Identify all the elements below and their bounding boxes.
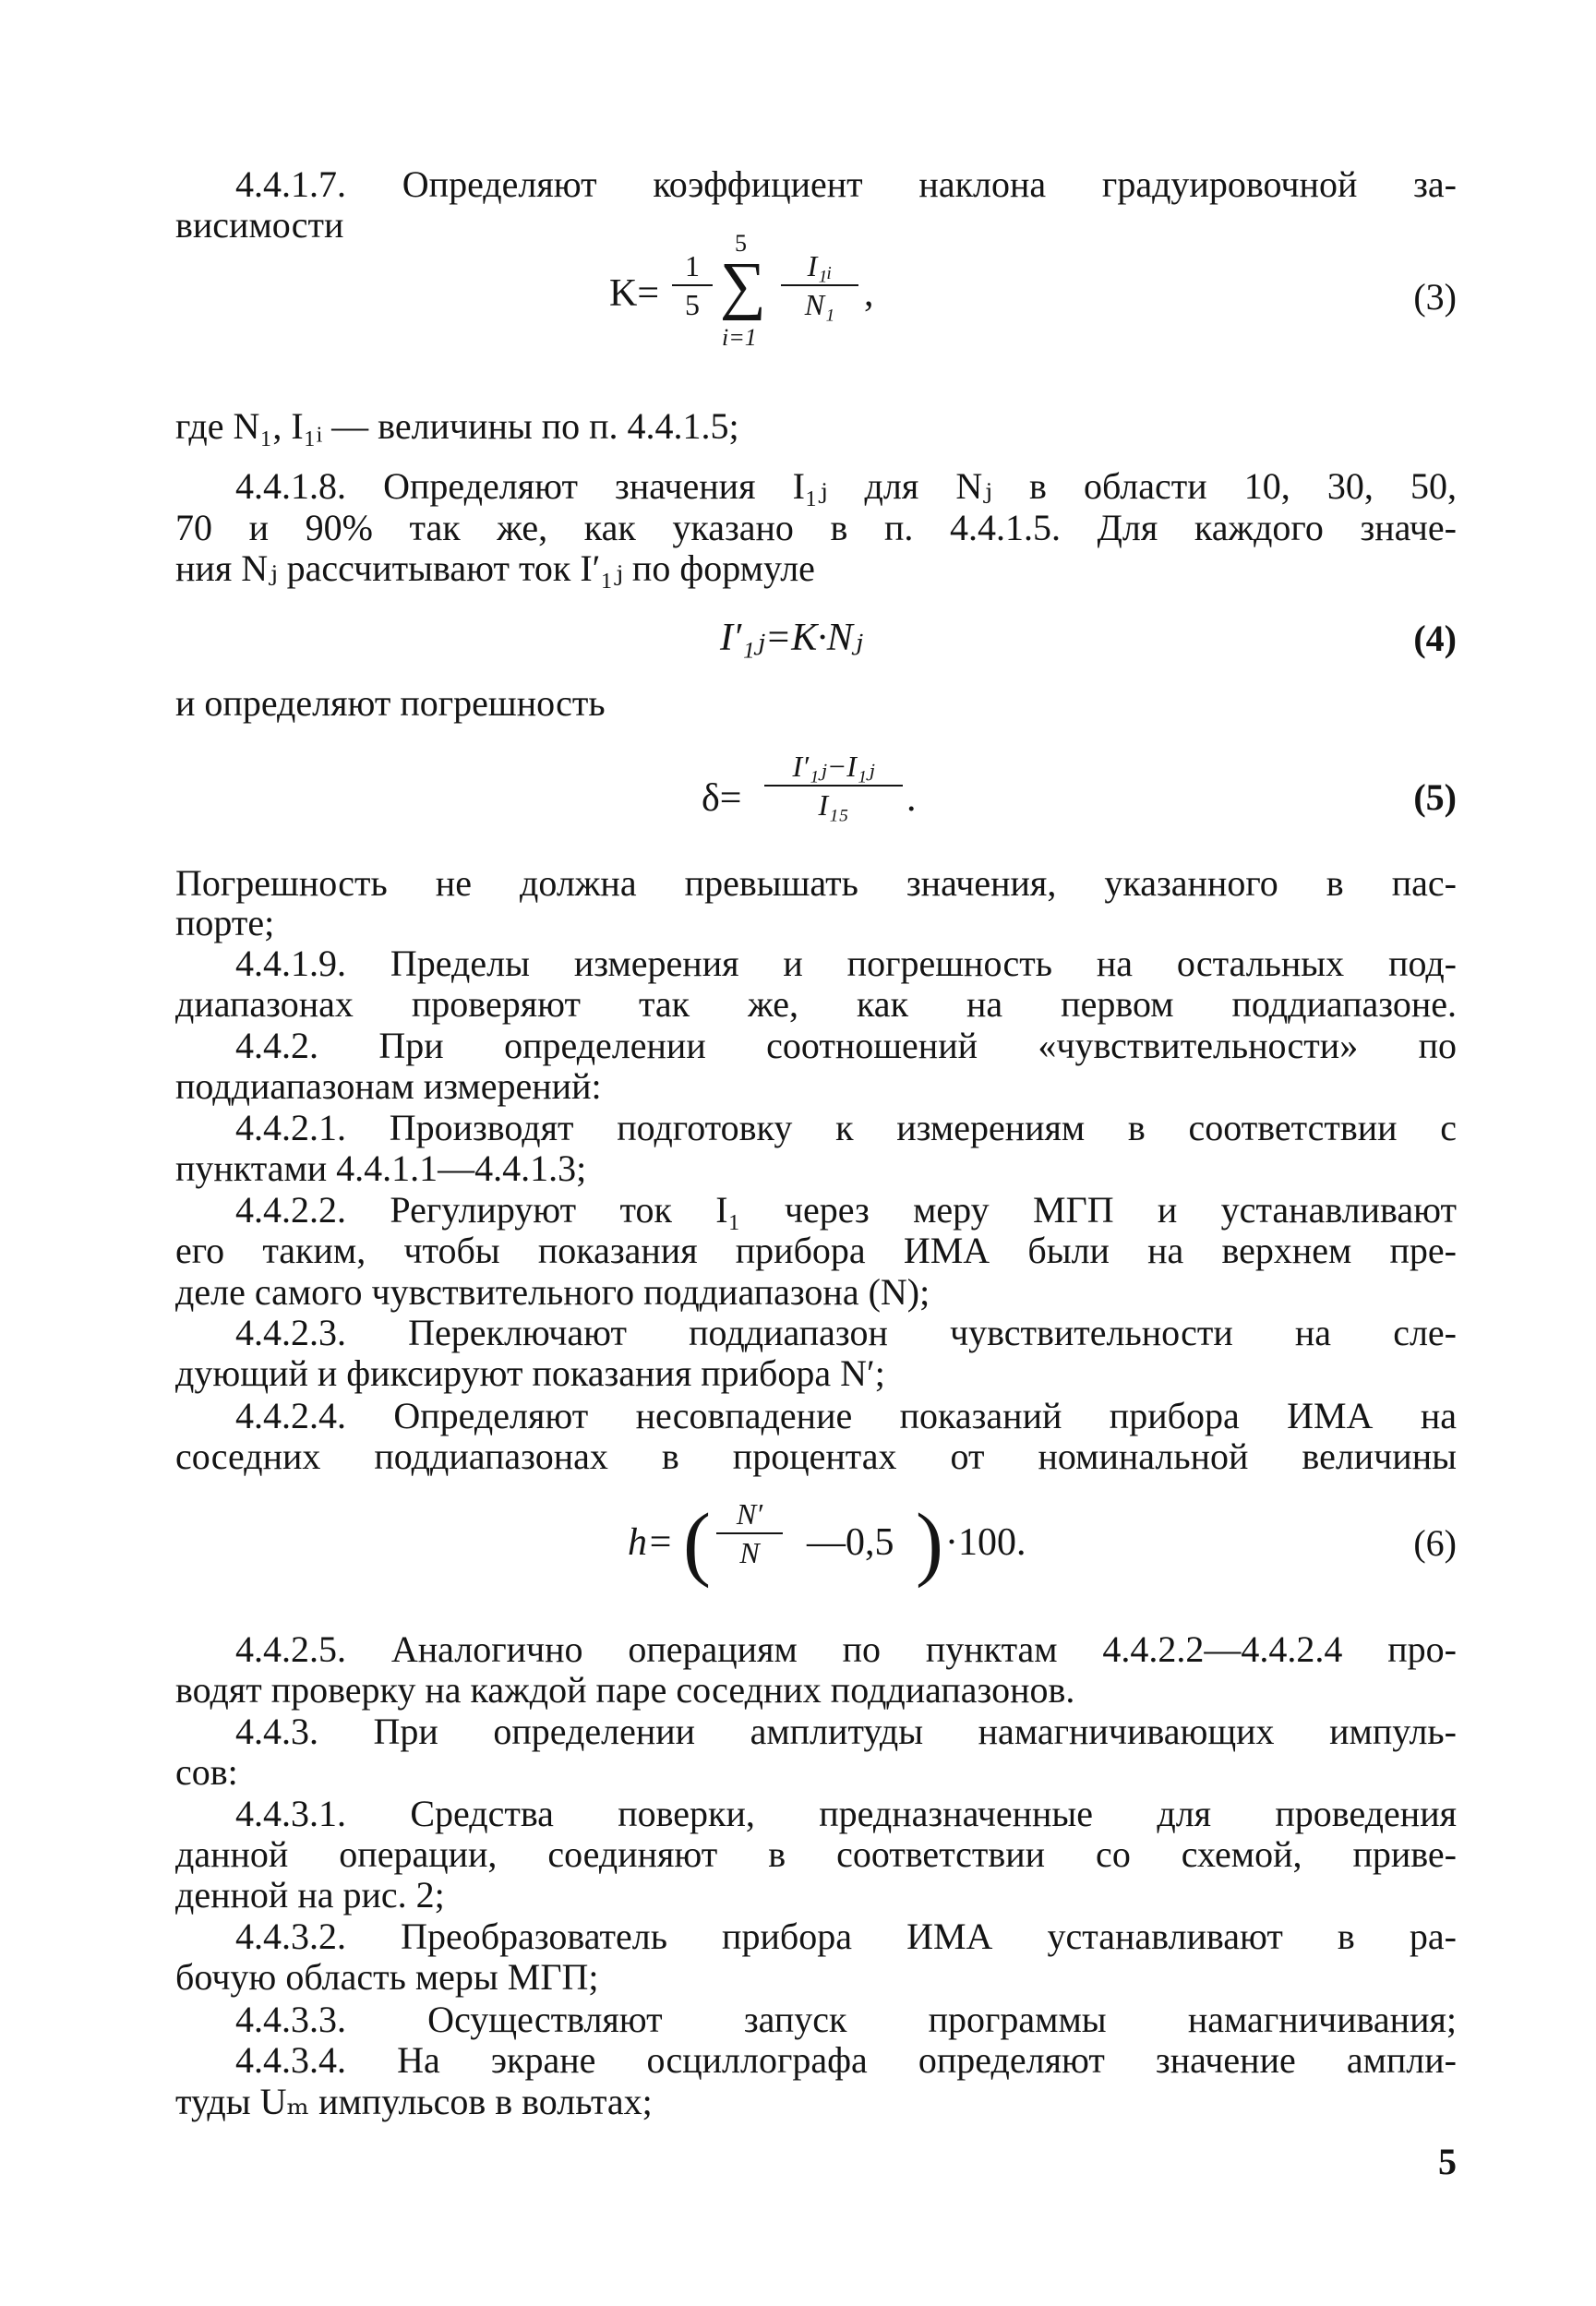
eq6-num: N′ <box>716 1497 783 1534</box>
eq5-tail: . <box>906 777 917 820</box>
text-line: 4.4.1.8. Определяют значения I₁ⱼ для Nⱼ в области 10, 30, 50, <box>235 465 1457 507</box>
eq6-minus: —0,5 <box>807 1521 894 1564</box>
eq3-term-den: N₁ <box>804 288 835 321</box>
text-line: 4.4.2. При определении соотношений «чувствительности» по <box>235 1025 1457 1066</box>
eq3-sum-symbol: ∑ <box>720 250 766 321</box>
page-number: 5 <box>1438 2141 1457 2182</box>
eq6-right-paren: ) <box>916 1497 943 1589</box>
text-line: Погрешность не должна превышать значения, указанного в пас- <box>175 862 1457 904</box>
equation-number: (4) <box>1413 618 1457 659</box>
text-line: 4.4.3.2. Преобразователь прибора ИМА устанавливают в ра- <box>235 1916 1457 1957</box>
eq3-term <box>781 249 858 321</box>
eq3-coefficient <box>672 249 713 321</box>
equation-number: (6) <box>1413 1522 1457 1564</box>
equation-number: (5) <box>1413 776 1457 818</box>
text-line: сов: <box>175 1751 238 1793</box>
eq6-tail: ·100. <box>945 1521 1026 1564</box>
eq6-left-paren: ( <box>683 1497 711 1589</box>
equation-number: (3) <box>1413 276 1457 318</box>
eq3-tail: , <box>864 272 874 315</box>
text-line: денной на рис. 2; <box>175 1874 445 1916</box>
text-line: туды Uₘ импульсов в вольтах; <box>175 2081 653 2122</box>
text-line: дующий и фиксируют показания прибора N′; <box>175 1352 885 1394</box>
text-line: водят проверку на каждой паре соседних поддиапазонов. <box>175 1669 1075 1711</box>
text-line: 4.4.1.7. Определяют коэффициент наклона градуировочной за- <box>235 163 1457 205</box>
text-line: 4.4.2.5. Аналогично операциям по пунктам 4.4.2.2—4.4.2.4 про- <box>235 1628 1457 1670</box>
text-line: 4.4.2.3. Переключают поддиапазон чувствительности на сле- <box>235 1312 1457 1353</box>
text-line: ния Nⱼ рассчитывают ток I′₁ⱼ по формуле <box>175 547 815 589</box>
text-line: 4.4.1.9. Пределы измерения и погрешность на остальных под- <box>235 943 1457 984</box>
eq5-num: I′₁ⱼ−I₁ⱼ <box>764 750 903 787</box>
text-line: деле самого чувствительного поддиапазона (N); <box>175 1271 930 1313</box>
text-line: 4.4.2.4. Определяют несовпадение показаний прибора ИМА на <box>235 1395 1457 1436</box>
text-line: диапазонах проверяют так же, как на первом поддиапазоне. <box>175 983 1457 1025</box>
eq5-lhs: δ= <box>702 777 742 820</box>
text-line: и определяют погрешность <box>175 682 606 724</box>
eq3-sum-upper: 5 <box>735 230 747 257</box>
eq6-den: N <box>739 1536 760 1569</box>
eq3-coef-num: 1 <box>672 249 713 286</box>
text-line: 4.4.3.3. Осуществляют запуск программы намагничивания; <box>235 1999 1457 2040</box>
text-line: где N₁, I₁ᵢ — величины по п. 4.4.1.5; <box>175 405 739 447</box>
text-line: пунктами 4.4.1.1—4.4.1.3; <box>175 1147 587 1189</box>
text-line: висимости <box>175 204 344 246</box>
eq4-formula: I′₁ⱼ=K·Nⱼ <box>720 617 863 659</box>
text-line: поддиапазонам измерений: <box>175 1065 602 1107</box>
text-line: 4.4.3.4. На экране осциллографа определяют значение ампли- <box>235 2039 1457 2081</box>
eq3-term-num: I₁ᵢ <box>781 249 858 286</box>
text-line: 4.4.3. При определении амплитуды намагничивающих импуль- <box>235 1711 1457 1752</box>
eq3-lhs: K= <box>609 272 660 315</box>
text-line: соседних поддиапазонах в процентах от номинальной величины <box>175 1435 1457 1477</box>
text-line: 4.4.2.2. Регулируют ток I₁ через меру МГП и устанавливают <box>235 1189 1457 1231</box>
text-line: 70 и 90% так же, как указано в п. 4.4.1.5. Для каждого значе- <box>175 507 1457 548</box>
text-line: 4.4.2.1. Производят подготовку к измерениям в соответствии с <box>235 1107 1457 1148</box>
eq5-den: I₁₅ <box>818 788 849 822</box>
text-line: его таким, чтобы показания прибора ИМА были на верхнем пре- <box>175 1230 1457 1271</box>
eq6-lhs: h= <box>628 1521 674 1564</box>
text-line: 4.4.3.1. Средства поверки, предназначенные для проведения <box>235 1793 1457 1834</box>
eq5-fraction <box>764 750 903 822</box>
text-line: порте; <box>175 902 275 943</box>
eq6-fraction <box>716 1497 783 1569</box>
eq3-coef-den: 5 <box>685 288 700 321</box>
text-line: данной операции, соединяют в соответствии со схемой, приве- <box>175 1833 1457 1875</box>
eq3-sum-lower: i=1 <box>722 324 757 351</box>
text-line: бочую область меры МГП; <box>175 1956 599 1998</box>
